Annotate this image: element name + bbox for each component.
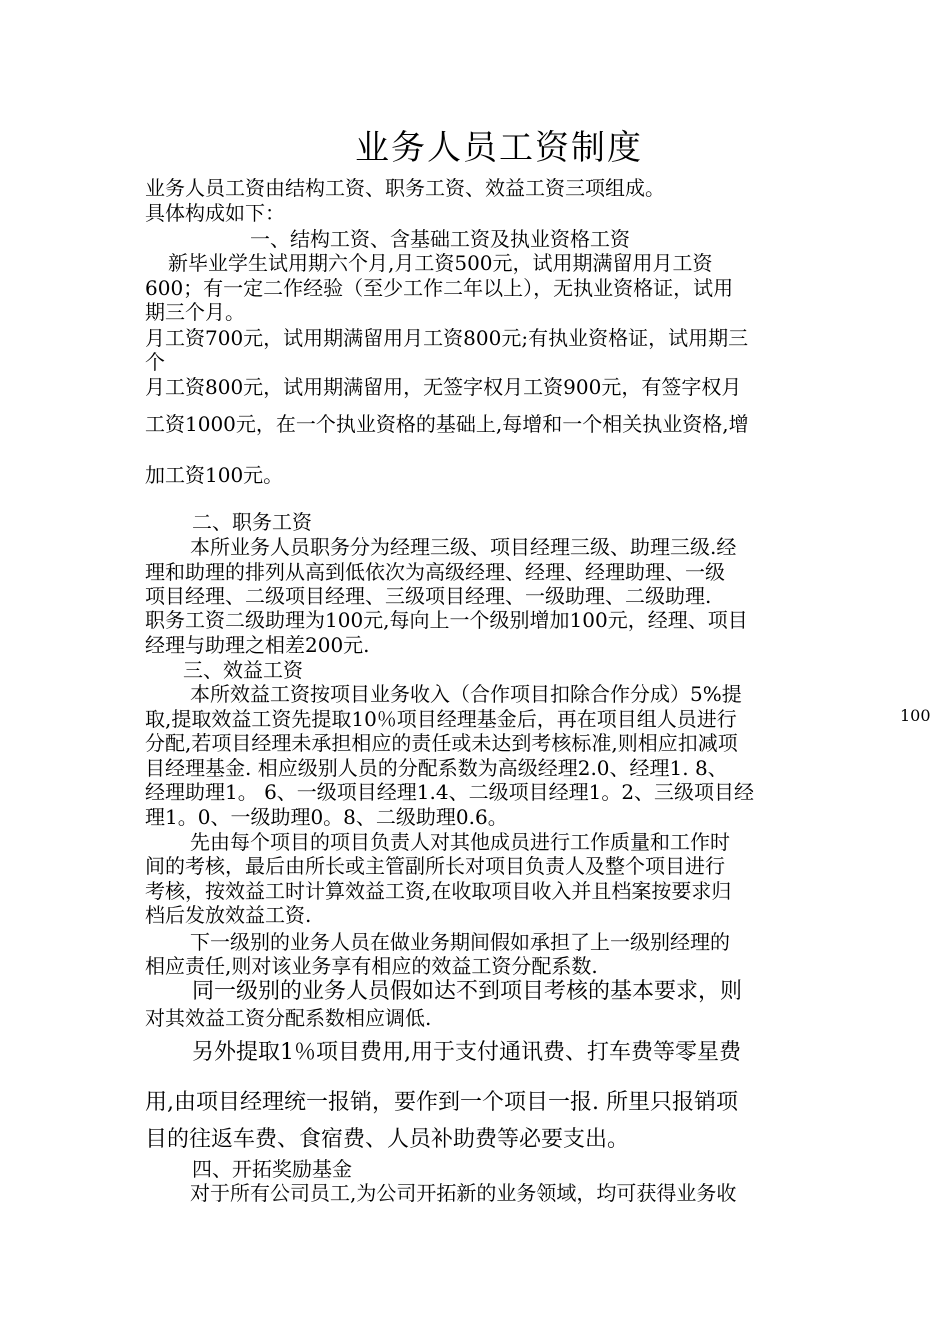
section-heading: 二、职务工资: [192, 510, 312, 534]
text-line: 业务人员工资由结构工资、职务工资、效益工资三项组成。: [145, 176, 665, 200]
text-line: 本所效益工资按项目业务收入（合作项目扣除合作分成）5%提: [190, 682, 742, 706]
text-line: 月工资800元，试用期满留用，无签字权月工资900元，有签字权月: [145, 375, 742, 399]
text-line: 月工资700元，试用期满留用月工资800元;有执业资格证，试用期三: [145, 326, 749, 350]
text-line: 间的考核，最后由所长或主管副所长对项目负责人及整个项目进行: [145, 854, 725, 878]
text-line: 用,由项目经理统一报销，要作到一个项目一报. 所里只报销项: [145, 1090, 738, 1115]
text-line: 考核，按效益工时计算效益工资,在收取项目收入并且档案按要求归: [145, 879, 732, 903]
margin-number: 100: [900, 706, 931, 725]
text-line: 具体构成如下：: [145, 201, 285, 225]
section-heading: 一、结构工资、含基础工资及执业资格工资: [250, 227, 630, 251]
text-line: 同一级别的业务人员假如达不到项目考核的基本要求，则: [192, 979, 743, 1004]
text-line: 经理与助理之相差200元.: [145, 633, 370, 657]
text-line: 理和助理的排列从高到低依次为高级经理、经理、经理助理、一级: [145, 560, 725, 584]
section-heading: 四、开拓奖励基金: [192, 1157, 352, 1181]
text-line: 相应责任,则对该业务享有相应的效益工资分配系数.: [145, 954, 598, 978]
text-line: 期三个月。: [145, 300, 245, 324]
text-line: 本所业务人员职务分为经理三级、项目经理三级、助理三级.经: [190, 535, 737, 559]
text-line: 个: [145, 350, 165, 374]
page-title: 业务人员工资制度: [355, 128, 643, 168]
text-line: 先由每个项目的项目负责人对其他成员进行工作质量和工作时: [190, 830, 730, 854]
text-line: 对于所有公司员工,为公司开拓新的业务领域，均可获得业务收: [190, 1181, 737, 1205]
text-line: 工资1000元，在一个执业资格的基础上,每增和一个相关执业资格,增: [145, 412, 749, 436]
section-heading: 三、效益工资: [183, 658, 303, 682]
text-line: 档后发放效益工资.: [145, 903, 312, 927]
text-line: 经理助理1。 6、一级项目经理1.4、二级项目经理1。2、三级项目经: [145, 780, 755, 804]
text-line: 取,提取效益工资先提取10％项目经理基金后，再在项目组人员进行: [145, 707, 737, 731]
text-line: 另外提取1％项目费用,用于支付通讯费、打车费等零星费: [192, 1040, 741, 1065]
text-line: 职务工资二级助理为100元,每向上一个级别增加100元，经理、项目: [145, 608, 748, 632]
text-line: 目经理基金. 相应级别人员的分配系数为高级经理2.0、经理1. 8、: [145, 756, 728, 780]
text-line: 理1。0、一级助理0。8、二级助理0.6。: [145, 805, 508, 829]
text-line: 加工资100元。: [145, 463, 284, 487]
text-line: 下一级别的业务人员在做业务期间假如承担了上一级别经理的: [190, 930, 730, 954]
text-line: 目的往返车费、食宿费、人员补助费等必要支出。: [145, 1127, 630, 1152]
text-line: 新毕业学生试用期六个月,月工资500元，试用期满留用月工资: [168, 251, 713, 275]
text-line: 对其效益工资分配系数相应调低.: [145, 1006, 432, 1030]
text-line: 600；有一定二作经验（至少工作二年以上），无执业资格证，试用: [145, 276, 734, 300]
text-line: 分配,若项目经理未承担相应的责任或未达到考核标准,则相应扣减项: [145, 731, 738, 755]
text-line: 项目经理、二级项目经理、三级项目经理、一级助理、二级助理.: [145, 584, 712, 608]
